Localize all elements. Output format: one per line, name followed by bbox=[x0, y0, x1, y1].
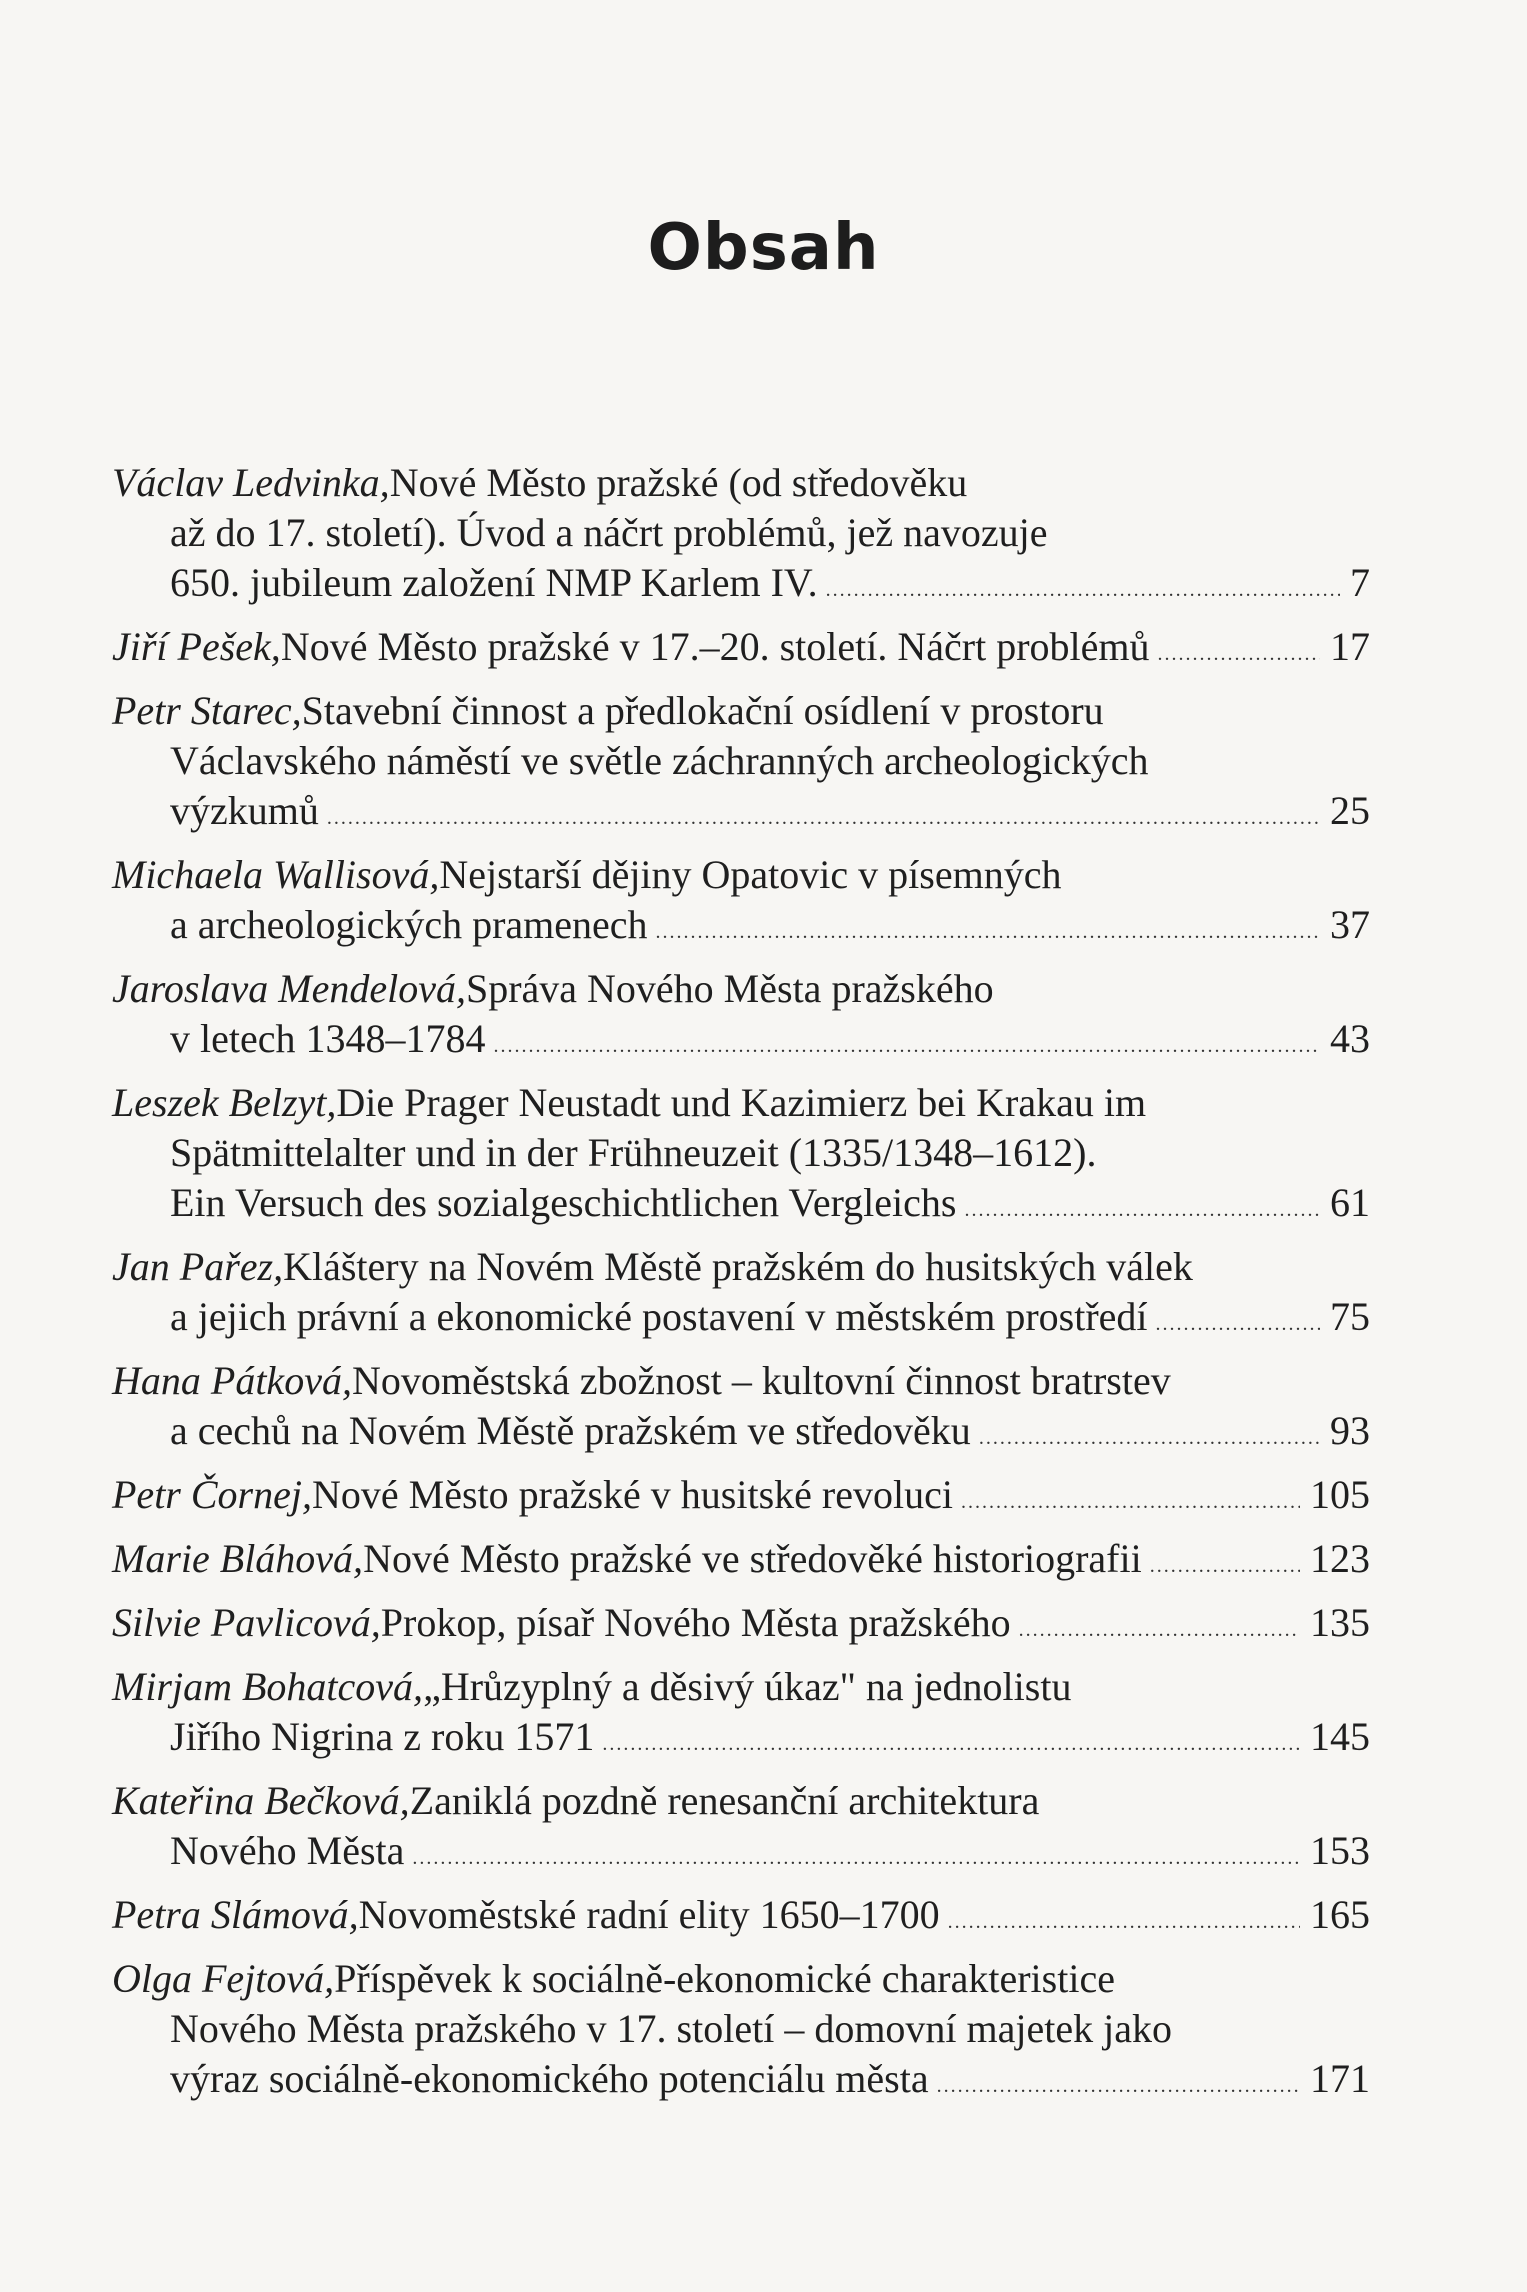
page-number: 37 bbox=[1330, 902, 1370, 947]
page-number: 93 bbox=[1330, 1408, 1370, 1453]
toc-entry bbox=[112, 1890, 1370, 1947]
page-number: 61 bbox=[1330, 1180, 1370, 1225]
toc-line bbox=[112, 2004, 1370, 2054]
toc-line bbox=[112, 786, 1370, 843]
toc-line bbox=[112, 850, 1370, 900]
entry-title-line: a archeologických pramenech bbox=[170, 902, 648, 947]
entry-author: Jaroslava Mendelová, bbox=[112, 966, 466, 1011]
toc-line bbox=[112, 1954, 1370, 2004]
entry-author: Kateřina Bečková, bbox=[112, 1778, 410, 1823]
leader-dots bbox=[937, 2061, 1300, 2111]
entry-title-line: a cechů na Novém Městě pražském ve středověku bbox=[170, 1408, 971, 1453]
leader-dots bbox=[327, 793, 1320, 843]
entry-author: Petr Čornej, bbox=[112, 1472, 312, 1517]
entry-title-line: 650. jubileum založení NMP Karlem IV. bbox=[170, 560, 818, 605]
page-number: 153 bbox=[1310, 1828, 1370, 1873]
leader-dots bbox=[602, 1719, 1300, 1769]
leader-dots bbox=[961, 1477, 1300, 1527]
leader-dots bbox=[412, 1833, 1300, 1883]
toc-line bbox=[112, 1014, 1370, 1071]
entry-title-line: výraz sociálně-ekonomického potenciálu města bbox=[170, 2056, 929, 2101]
entry-title-line: Novoměstská zbožnost – kultovní činnost bratrstev bbox=[351, 1358, 1171, 1403]
leader-dots bbox=[948, 1897, 1300, 1947]
toc-line bbox=[112, 1178, 1370, 1235]
toc-line bbox=[112, 2054, 1370, 2111]
toc-entry bbox=[112, 1598, 1370, 1655]
entry-author: Olga Fejtová, bbox=[112, 1956, 335, 2001]
entry-title-line: Zaniklá pozdně renesanční architektura bbox=[409, 1778, 1040, 1823]
toc-line bbox=[112, 1078, 1370, 1128]
entry-title-line: Nejstarší dějiny Opatovic v písemných bbox=[439, 852, 1062, 897]
table-of-contents bbox=[112, 458, 1370, 2118]
page-number: 145 bbox=[1310, 1714, 1370, 1759]
entry-title-line: Jiřího Nigrina z roku 1571 bbox=[170, 1714, 595, 1759]
leader-dots bbox=[964, 1185, 1320, 1235]
toc-entry bbox=[112, 1470, 1370, 1527]
entry-title-line: Kláštery na Novém Městě pražském do husitských válek bbox=[283, 1244, 1193, 1289]
entry-title-line: výzkumů bbox=[170, 788, 319, 833]
toc-line bbox=[112, 622, 1370, 679]
toc-entry bbox=[112, 458, 1370, 615]
page-number: 105 bbox=[1310, 1472, 1370, 1517]
toc-line bbox=[112, 1242, 1370, 1292]
entry-title-line: Nového Města pražského v 17. století – domovní majetek jako bbox=[170, 2006, 1173, 2051]
entry-title-line: Novoměstské radní elity 1650–1700 bbox=[358, 1892, 940, 1937]
leader-dots bbox=[1150, 1541, 1300, 1591]
toc-line bbox=[112, 1356, 1370, 1406]
entry-title-line: Správa Nového Města pražského bbox=[465, 966, 994, 1011]
toc-line bbox=[112, 1826, 1370, 1883]
toc-line bbox=[112, 1712, 1370, 1769]
page-number: 7 bbox=[1350, 560, 1370, 605]
entry-title-line: a jejich právní a ekonomické postavení v městském prostředí bbox=[170, 1294, 1148, 1339]
page-title: Obsah bbox=[647, 210, 880, 285]
entry-author: Václav Ledvinka, bbox=[112, 460, 390, 505]
entry-title-line: „Hrůzyplný a děsivý úkaz" na jednolistu bbox=[423, 1664, 1072, 1709]
entry-title-line: Nové Město pražské (od středověku bbox=[389, 460, 968, 505]
entry-author: Petr Starec, bbox=[112, 688, 302, 733]
leader-dots bbox=[1156, 1299, 1321, 1349]
entry-title-line: Ein Versuch des sozialgeschichtlichen Vergleichs bbox=[170, 1180, 957, 1225]
toc-line bbox=[112, 1128, 1370, 1178]
entry-author: Mirjam Bohatcová, bbox=[112, 1664, 424, 1709]
toc-line bbox=[112, 1470, 1370, 1527]
page-number: 25 bbox=[1330, 788, 1370, 833]
toc-line bbox=[112, 1890, 1370, 1947]
toc-entry bbox=[112, 964, 1370, 1071]
toc-line bbox=[112, 1776, 1370, 1826]
toc-entry bbox=[112, 1954, 1370, 2111]
leader-dots bbox=[1019, 1605, 1300, 1655]
toc-entry bbox=[112, 622, 1370, 679]
entry-title-line: Příspěvek k sociálně-ekonomické charakteristice bbox=[334, 1956, 1115, 2001]
page-number: 171 bbox=[1310, 2056, 1370, 2101]
entry-title-line: až do 17. století). Úvod a náčrt problémů, jež navozuje bbox=[170, 510, 1048, 555]
entry-title-line: v letech 1348–1784 bbox=[170, 1016, 486, 1061]
page-number: 75 bbox=[1330, 1294, 1370, 1339]
toc-entry bbox=[112, 686, 1370, 843]
entry-title-line: Nové Město pražské v 17.–20. století. Náčrt problémů bbox=[280, 624, 1150, 669]
page-number: 17 bbox=[1330, 624, 1370, 669]
toc-line bbox=[112, 458, 1370, 508]
entry-author: Jan Pařez, bbox=[112, 1244, 284, 1289]
leader-dots bbox=[656, 907, 1320, 957]
toc-entry bbox=[112, 1534, 1370, 1591]
entry-author: Hana Pátková, bbox=[112, 1358, 352, 1403]
toc-entry bbox=[112, 1356, 1370, 1463]
toc-entry bbox=[112, 850, 1370, 957]
entry-title-line: Václavského náměstí ve světle záchranných archeologických bbox=[170, 738, 1149, 783]
page-number: 123 bbox=[1310, 1536, 1370, 1581]
toc-entry bbox=[112, 1662, 1370, 1769]
leader-dots bbox=[979, 1413, 1320, 1463]
toc-line bbox=[112, 964, 1370, 1014]
entry-author: Petra Slámová, bbox=[112, 1892, 359, 1937]
toc-line bbox=[112, 1662, 1370, 1712]
toc-line bbox=[112, 1406, 1370, 1463]
toc-line bbox=[112, 508, 1370, 558]
entry-author: Silvie Pavlicová, bbox=[112, 1600, 381, 1645]
toc-line bbox=[112, 686, 1370, 736]
toc-line bbox=[112, 1534, 1370, 1591]
entry-title-line: Nové Město pražské v husitské revoluci bbox=[311, 1472, 953, 1517]
entry-author: Marie Bláhová, bbox=[112, 1536, 364, 1581]
toc-entry bbox=[112, 1242, 1370, 1349]
entry-title-line: Nové Město pražské ve středověké historiografii bbox=[363, 1536, 1142, 1581]
toc-line bbox=[112, 900, 1370, 957]
entry-title-line: Die Prager Neustadt und Kazimierz bei Krakau im bbox=[336, 1080, 1147, 1125]
toc-line bbox=[112, 558, 1370, 615]
entry-title-line: Prokop, písař Nového Města pražského bbox=[380, 1600, 1011, 1645]
entry-author: Leszek Belzyt, bbox=[112, 1080, 337, 1125]
page-number: 165 bbox=[1310, 1892, 1370, 1937]
toc-entry bbox=[112, 1776, 1370, 1883]
entry-title-line: Nového Města bbox=[170, 1828, 405, 1873]
leader-dots bbox=[1158, 629, 1320, 679]
page-number: 43 bbox=[1330, 1016, 1370, 1061]
leader-dots bbox=[494, 1021, 1321, 1071]
entry-title-line: Stavební činnost a předlokační osídlení v prostoru bbox=[301, 688, 1104, 733]
toc-line bbox=[112, 736, 1370, 786]
entry-title-line: Spätmittelalter und in der Frühneuzeit (1335/1348–1612). bbox=[170, 1130, 1097, 1175]
toc-entry bbox=[112, 1078, 1370, 1235]
leader-dots bbox=[826, 565, 1340, 615]
entry-author: Michaela Wallisová, bbox=[112, 852, 440, 897]
toc-line bbox=[112, 1292, 1370, 1349]
toc-line bbox=[112, 1598, 1370, 1655]
page-number: 135 bbox=[1310, 1600, 1370, 1645]
entry-author: Jiří Pešek, bbox=[112, 624, 281, 669]
